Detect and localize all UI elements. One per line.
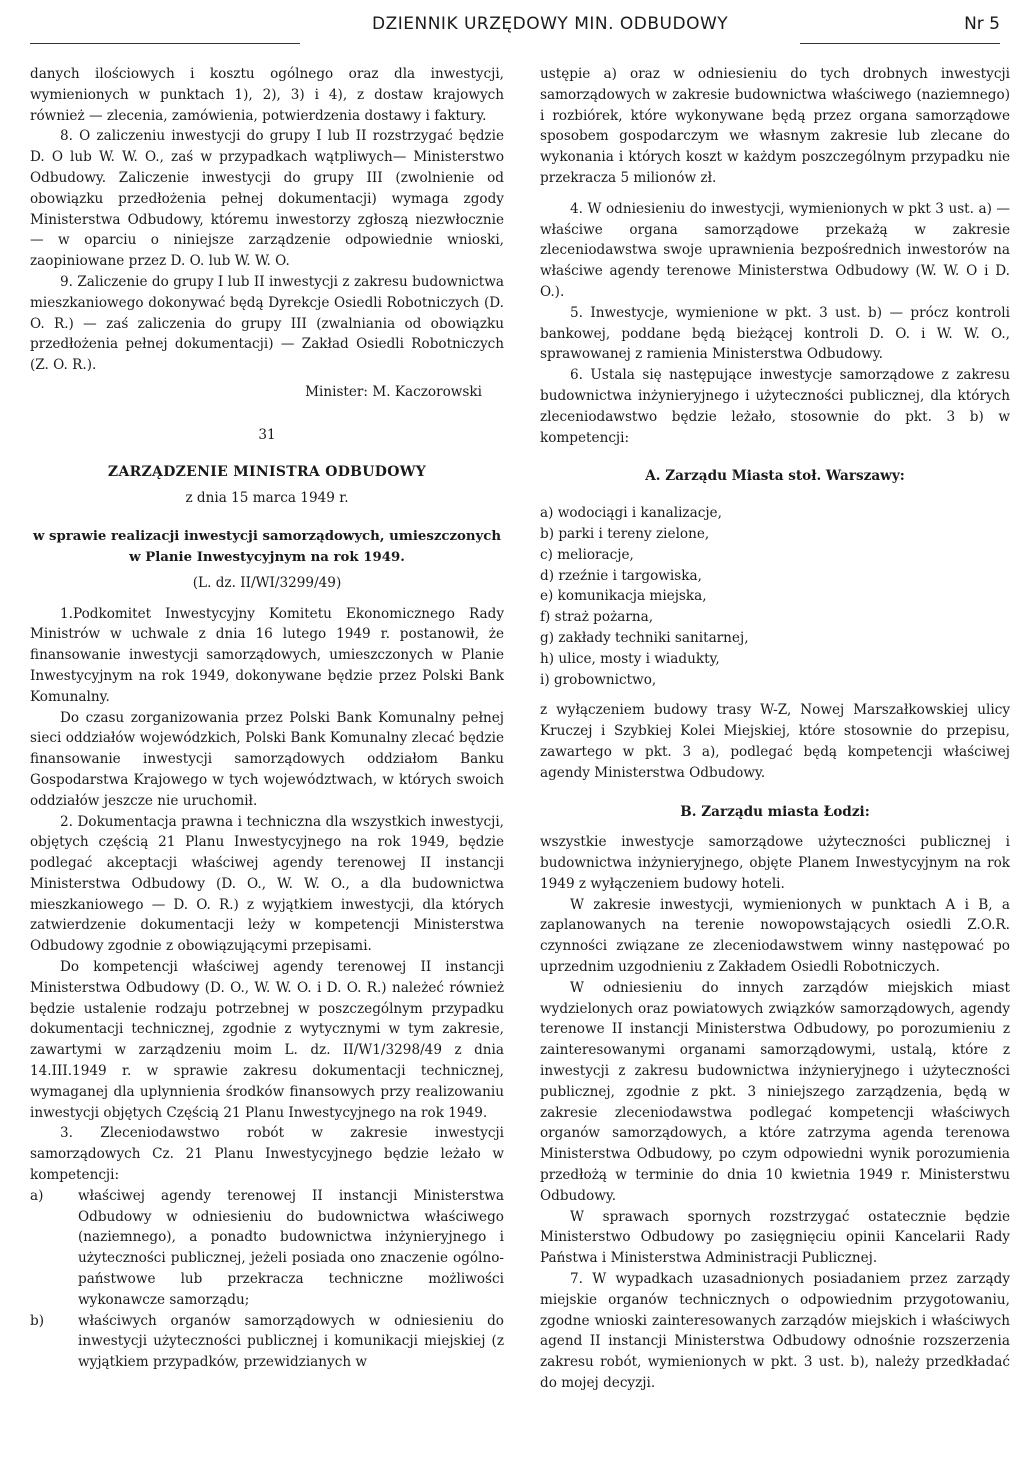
header-rule-right	[800, 43, 1000, 44]
list-item: h) ulice, mosty i wiadukty,	[540, 650, 720, 667]
paragraph-2: 2. Dokumentacja prawna i techniczna dla wszystkich inwestycji, objętych częścią 21 Planu Inwestycyjnego na rok 1949, będzie podlegać akceptacji właściwej agendy terenowej II instancji Ministerstwa Odbudowy (D. O., W. W. O., a dla budownictwa mieszkaniowego — D. O. R.) z wyjątkiem inwestycji, dla których zatwierdzenie dokumentacji leży w kompetencji Ministerstwa Odbudowy zgodnie z obowiązującymi przepisami.	[30, 813, 504, 955]
right-column	[540, 64, 1010, 1394]
section-heading-warsaw: A. Zarządu Miasta stoł. Warszawy:	[645, 468, 905, 485]
section-heading-lodz: B. Zarządu miasta Łodzi:	[680, 803, 870, 820]
paragraph: W sprawach spornych rozstrzygać ostatecznie będzie Ministerstwo Odbudowy po zasięgnięciu opinii Kancelarii Rady Państwa i Ministerstwa Administracji Publicznej.	[540, 1208, 1010, 1267]
list-item: c) melioracje,	[540, 546, 634, 563]
list-item	[30, 1311, 504, 1373]
list-item: a) wodociągi i kanalizacje,	[540, 505, 722, 522]
list-item-text: właściwych organów samorządowych w odniesieniu do inwestycji użyteczności publicznej i komunikacji miejskiej (z wyjątkiem przypadków, przewidzianych w	[78, 1312, 504, 1371]
category-list	[540, 503, 1010, 690]
paragraph-6: 6. Ustala się następujące inwestycje samorządowe z zakresu budownictwa inżynieryjnego i użyteczności publicznej, dla których zleceniodawstwo będzie leżało, stosownie do pkt. 3 b) w kompetencji:	[540, 367, 1010, 446]
paragraph: wszystkie inwestycje samorządowe użyteczności publicznej i budownictwa inżynieryjnego, objęte Planem Inwestycyjnym na rok 1949 z wyłączeniem budowy hoteli.	[540, 834, 1010, 892]
document-number: 31	[258, 426, 276, 443]
list-item: d) rzeźnie i targowiska,	[540, 567, 702, 584]
header-rule-left	[30, 43, 300, 44]
paragraph-3: 3. Zleceniodawstwo robót w zakresie inwestycji samorządowych Cz. 21 Planu Inwestycyjnego będzie leżało w kompetencji:	[30, 1125, 504, 1184]
list-item: b) parki i tereny zielone,	[540, 525, 710, 542]
paragraph: W zakresie inwestycji, wymienionych w punktach A i B, a zaplanowanych na terenie nowopowstających osiedli Z.O.R. czynności związane ze zleceniodawstwem winny następować po uprzednim uzgodnieniu z Zakładem Osiedli Robotniczych.	[540, 896, 1010, 976]
paragraph-9: 9. Zaliczenie do grupy I lub II inwestycji z zakresu budownictwa mieszkaniowego dokonywać będą Dyrekcje Osiedli Robotniczych (D. O. R.) — zaś zaliczenia do grupy III (zwalniania od obowiązku przedłożenia pełnej dokumentacji) — Zakład Osiedli Robotniczych (Z. O. R.).	[30, 273, 504, 374]
list-marker: b)	[30, 1312, 45, 1329]
competence-list	[30, 1186, 504, 1373]
paragraph-5: 5. Inwestycje, wymienione w pkt. 3 ust. b) — prócz kontroli bankowej, poddane będą bieżącej kontroli D. O. i W. W. O., sprawowanej z ramienia Ministerstwa Odbudowy.	[540, 304, 1010, 363]
paragraph: danych ilościowych i kosztu ogólnego oraz dla inwestycji, wymienionych w punktach 1), 2), 3) i 4), z dostaw krajowych również — zlecenia, zamówienia, potwierdzenia dostawy i faktury.	[30, 66, 504, 124]
paragraph: ustępie a) oraz w odniesieniu do tych drobnych inwestycji samorządowych w zakresie budownictwa właściwego (naziemnego) i rozbiórek, które wykonywane będą przez organa samorządowe sposobem gospodarczym we własnym zakresie lub zlecane do wykonania i których koszt w każdym poszczególnym przypadku nie przekracza 5 milionów zł.	[540, 66, 1010, 186]
document-subject: w sprawie realizacji inwestycji samorządowych, umieszczonych w Planie Inwestycyjnym na rok 1949.	[32, 529, 502, 565]
paragraph-4: 4. W odniesieniu do inwestycji, wymienionych w pkt 3 ust. a) — właściwe organa samorządowe przekażą w zakresie zleceniodawstwa swoje uprawnienia bezpośrednich inwestorów na właściwe agendy terenowe Ministerstwa Odbudowy (W. W. O i D. O.).	[540, 200, 1010, 300]
list-marker: a)	[30, 1187, 44, 1204]
journal-title: DZIENNIK URZĘDOWY MIN. ODBUDOWY	[372, 14, 729, 34]
document-title: ZARZĄDZENIE MINISTRA ODBUDOWY	[107, 463, 427, 480]
paragraph: Do czasu zorganizowania przez Polski Bank Komunalny pełnej sieci oddziałów wojewódzkich, Polski Bank Komunalny zlecać będzie finansowanie inwestycji samorządowych oddziałom Banku Gospodarstwa Krajowego w tych województwach, w których swoich oddziałów jeszcze nie uruchomił.	[30, 709, 504, 809]
minister-signature: Minister: M. Kaczorowski	[305, 383, 482, 400]
page-header	[30, 14, 1000, 42]
list-item	[30, 1186, 504, 1311]
paragraph-7: 7. W wypadkach uzasadnionych posiadaniem przez zarządy miejskie organów technicznych o odpowiednim przygotowaniu, zgodne wnioski zainteresowanych zarządów miejskich i właściwych agend II instancji Ministerstwa Odbudowy odnośnie rozszerzenia zakresu robót, wymienionych w pkt. 3 ust. b), należy przedkładać do mojej decyzji.	[540, 1271, 1010, 1392]
reference-number: (L. dz. II/WI/3299/49)	[192, 574, 342, 591]
document-date: z dnia 15 marca 1949 r.	[185, 490, 349, 507]
paragraph: z wyłączeniem budowy trasy W-Z, Nowej Marszałkowskiej ulicy Kruczej i Szybkiej Kolei Miejskiej, które stosownie do przepisu, zawartego w pkt. 3 a), podlegać będą kompetencji właściwej agendy Ministerstwa Odbudowy.	[540, 702, 1010, 781]
paragraph-1: 1.Podkomitet Inwestycyjny Komitetu Ekonomicznego Rady Ministrów w uchwale z dnia 16 lutego 1949 r. postanowił, że finansowanie inwestycji samorządowych, umieszczonych w Planie Inwestycyjnym na rok 1949, dokonywane będzie przez Polski Bank Komunalny.	[30, 605, 504, 705]
paragraph: W odniesieniu do innych zarządów miejskich miast wydzielonych oraz powiatowych związków samorządowych, agendy terenowe II instancji Ministerstwa Odbudowy, po porozumieniu z zainteresowanymi organami samorządowymi, ustalą, które z inwestycji z zakresu budownictwa inżynieryjnego i użyteczności publicznej, zgodnie z pkt. 3 niniejszego zarządzenia, będą w zakresie zleceniodawstwa podlegać kompetencji właściwych organów samorządowych, a które zatrzyma agenda terenowa Ministerstwa Odbudowy, po czym odpowiedni wynik porozumienia przedłożą w terminie do dnia 10 kwietnia 1949 r. Ministerstwu Odbudowy.	[540, 979, 1010, 1204]
list-item: i) grobownictwo,	[540, 671, 657, 688]
list-item-text: właściwej agendy terenowej II instancji Ministerstwa Odbudowy w odniesieniu do budownictwa właściwego (naziemnego), a ponadto budownictwa inżynieryjnego i użyteczności publicznej, jeżeli posiada ono znaczenie ogólno-państwowe lub przekracza techniczne możliwości wykonawcze samorządu;	[78, 1187, 504, 1308]
left-column	[30, 64, 504, 1373]
paragraph: Do kompetencji właściwej agendy terenowej II instancji Ministerstwa Odbudowy (D. O., W. W. O. i D. O. R.) należeć również będzie ustalenie rodzaju potrzebnej w poszczególnym przypadku dokumentacji technicznej, zgodnie z wytycznymi w tym zakresie, zawartymi w zarządzeniu moim L. dz. II/W1/3298/49 z dnia 14.III.1949 r. w sprawie zakresu dokumentacji technicznej, wymaganej dla uplynnienia środków finansowych przy realizowaniu inwestycji objętych Częścią 21 Planu Inwestycyjnego na rok 1949.	[30, 959, 504, 1121]
paragraph-8: 8. O zaliczeniu inwestycji do grupy I lub II rozstrzygać będzie D. O lub W. W. O., zaś w przypadkach wątpliwych— Ministerstwo Odbudowy. Zaliczenie inwestycji do grupy III (zwolnienie od obowiązku przedłożenia pełnej dokumentacji) wymaga zgody Ministerstwa Odbudowy, któremu inwestorzy zgłoszą niezwłocznie — w oparciu o niniejsze zarządzenie odpowiednie wnioski, zaopiniowane przez D. O. lub W. W. O.	[30, 128, 504, 270]
list-item: e) komunikacja miejska,	[540, 588, 707, 605]
list-item: g) zakłady techniki sanitarnej,	[540, 629, 749, 646]
list-item: f) straż pożarna,	[540, 609, 654, 626]
issue-number: Nr 5	[964, 14, 1000, 34]
